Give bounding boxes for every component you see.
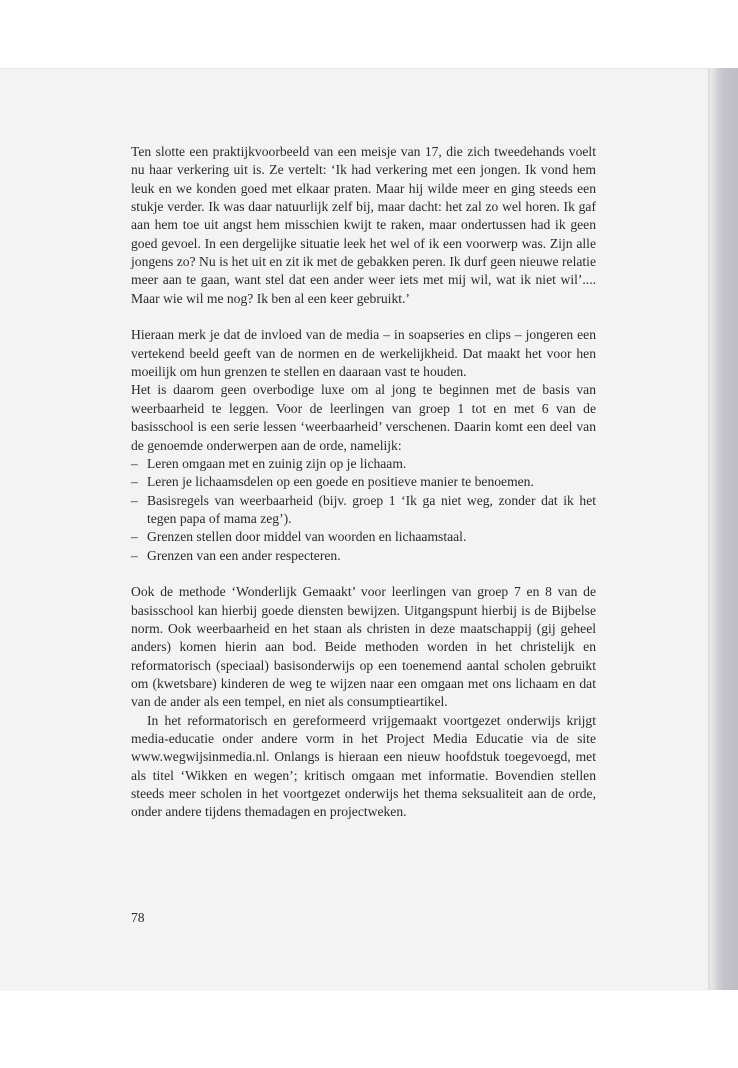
- paragraph-case-story: Ten slotte een praktijkvoorbeeld van een meisje van 17, die zich tweedehands voelt nu haar verkering uit is. Ze vertelt: ‘Ik had verkering met een jongen. Ik vond hem leuk en we konden goed met elkaar praten. Maar hij wilde meer en ging steeds een stukje verder. Ik was daar natuurlijk zelf bij, maar dacht: het zal zo wel horen. Ik gaf aan hem toe uit angst hem misschien kwijt te raken, maar ondertussen had ik geen goed gevoel. In een dergelijke situatie leek het wel of ik een voorwerp was. Zijn alle jongens zo? Nu is het uit en zit ik met de gebakken peren. Ik durf geen nieuwe relatie meer aan te gaan, want stel dat een ander weer iets met mij wil, wat ik niet wil’.... Maar wie wil me nog? Ik ben al een keer gebruikt.’: [131, 144, 596, 306]
- list-item: [131, 492, 596, 529]
- list-item: [131, 547, 596, 565]
- paragraph-resilience-lessons: Het is daarom geen overbodige luxe om al jong te beginnen met de basis van weerbaarheid te leggen. Voor de leerlingen van groep 1 tot en met 6 van de basisschool is een serie lessen ‘weerbaarheid’ verschenen. Daarin komt een deel van de genoemde onderwerpen aan de orde, namelijk:: [131, 382, 596, 453]
- paragraph-gap: [131, 308, 596, 326]
- page-number: 78: [131, 910, 145, 925]
- list-item-text: Basisregels van weerbaarheid (bijv. groep 1 ‘Ik ga niet weg, zonder dat ik het tegen papa of mama zeg’).: [147, 492, 596, 526]
- list-item-text: Grenzen van een ander respecteren.: [147, 547, 341, 563]
- body-text: [131, 143, 596, 822]
- paragraph-media-influence: Hieraan merk je dat de invloed van de media – in soapseries en clips – jongeren een vertekend beeld geeft van de normen en de werkelijkheid. Dat maakt het voor hen moeilijk om hun grenzen te stellen en daaraan vast te houden.: [131, 327, 596, 380]
- scan-background: [0, 0, 738, 68]
- bullet-dash: –: [131, 492, 138, 508]
- list-item: [131, 473, 596, 491]
- bullet-dash: –: [131, 529, 138, 545]
- paragraph-gap: [131, 565, 596, 583]
- paragraph-wonderlijk-gemaakt: Ook de methode ‘Wonderlijk Gemaakt’ voor leerlingen van groep 7 en 8 van de basisschool kan hierbij goede diensten bewijzen. Uitgangspunt hierbij is de Bijbelse norm. Ook weerbaarheid en het staan als christen in deze maatschappij (gij geheel anders) komen hierin aan bod. Beide methoden worden in het christelijk en reformatorisch (speciaal) basisonderwijs op een toenemend aantal scholen gebruikt om (kwetsbare) kinderen de weg te wijzen naar een omgaan met ons lichaam en dat van de ander als een tempel, en niet als consumptieartikel.: [131, 584, 596, 710]
- bullet-dash: –: [131, 455, 138, 471]
- bullet-dash: –: [131, 474, 138, 490]
- list-item-text: Leren je lichaamsdelen op een goede en positieve manier te benoemen.: [147, 474, 534, 490]
- page-edge-shadow: [708, 68, 738, 990]
- paragraph-media-education: In het reformatorisch en gereformeerd vrijgemaakt voortgezet onderwijs krijgt media-educatie onder andere vorm in het Project Media Educatie via de site www.wegwijsinmedia.nl. Onlangs is hieraan een nieuw hoofdstuk toegevoegd, met als titel ‘Wikken en wegen’; kritisch omgaan met informatie. Bovendien stellen steeds meer scholen in het voortgezet onderwijs het thema seksualiteit aan de orde, onder andere tijdens themadagen en projectweken.: [131, 712, 596, 820]
- list-item: [131, 528, 596, 546]
- topics-list: [131, 455, 596, 565]
- bullet-dash: –: [131, 547, 138, 563]
- list-item-text: Grenzen stellen door middel van woorden en lichaamstaal.: [147, 529, 467, 545]
- list-item-text: Leren omgaan met en zuinig zijn op je lichaam.: [147, 455, 407, 471]
- list-item: [131, 455, 596, 473]
